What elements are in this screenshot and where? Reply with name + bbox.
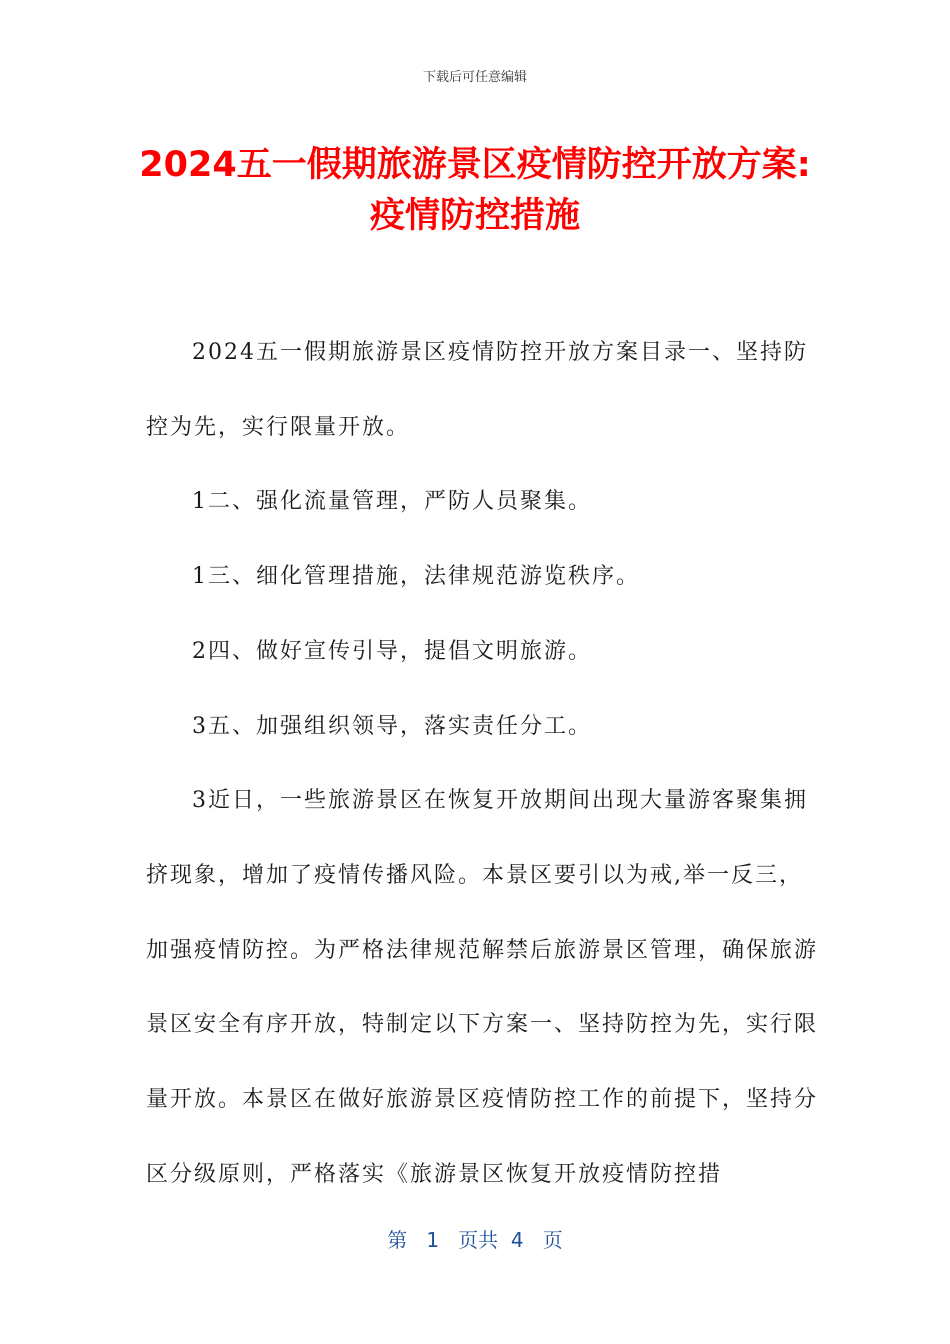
header-note: 下载后可任意编辑 [422,70,527,85]
paragraph: 2四、做好宣传引导，提倡文明旅游。 [192,638,592,664]
paragraph: 1二、强化流量管理，严防人员聚集。 [192,489,592,515]
footer-page-mid: 页共 [458,1228,499,1252]
title-line-2: 疫情防控措施 [369,196,580,236]
paragraph: 1三、细化管理措施，法律规范游览秩序。 [192,564,640,590]
paragraph: 2024五一假期旅游景区疫情防控开放方案目录一、坚持防控为先，实行限量开放。 [146,340,808,440]
footer-page-prefix: 第 [387,1228,408,1252]
document-title [60,140,890,242]
title-line-1: 2024五一假期旅游景区疫情防控开放方案: [139,145,811,185]
paragraph: 3近日，一些旅游景区在恢复开放期间出现大量游客聚集拥挤现象，增加了疫情传播风险。本景区要引以为戒,举一反三，加强疫情防控。为严格法律规范解禁后旅游景区管理，确保旅游景区安全有序开放，特制定以下方案一、坚持防控为先，实行限量开放。本景区在做好旅游景区疫情防控工作的前提下，坚持分区分级原则，严格落实《旅游景区恢复开放疫情防控措 [146,788,819,1187]
footer-total-pages: 4 [510,1228,524,1252]
footer-page-suffix: 页 [542,1228,563,1252]
page-footer [0,1224,950,1253]
document-body [146,316,818,1212]
paragraph: 3五、加强组织领导，落实责任分工。 [192,713,592,739]
footer-current-page: 1 [426,1228,440,1252]
